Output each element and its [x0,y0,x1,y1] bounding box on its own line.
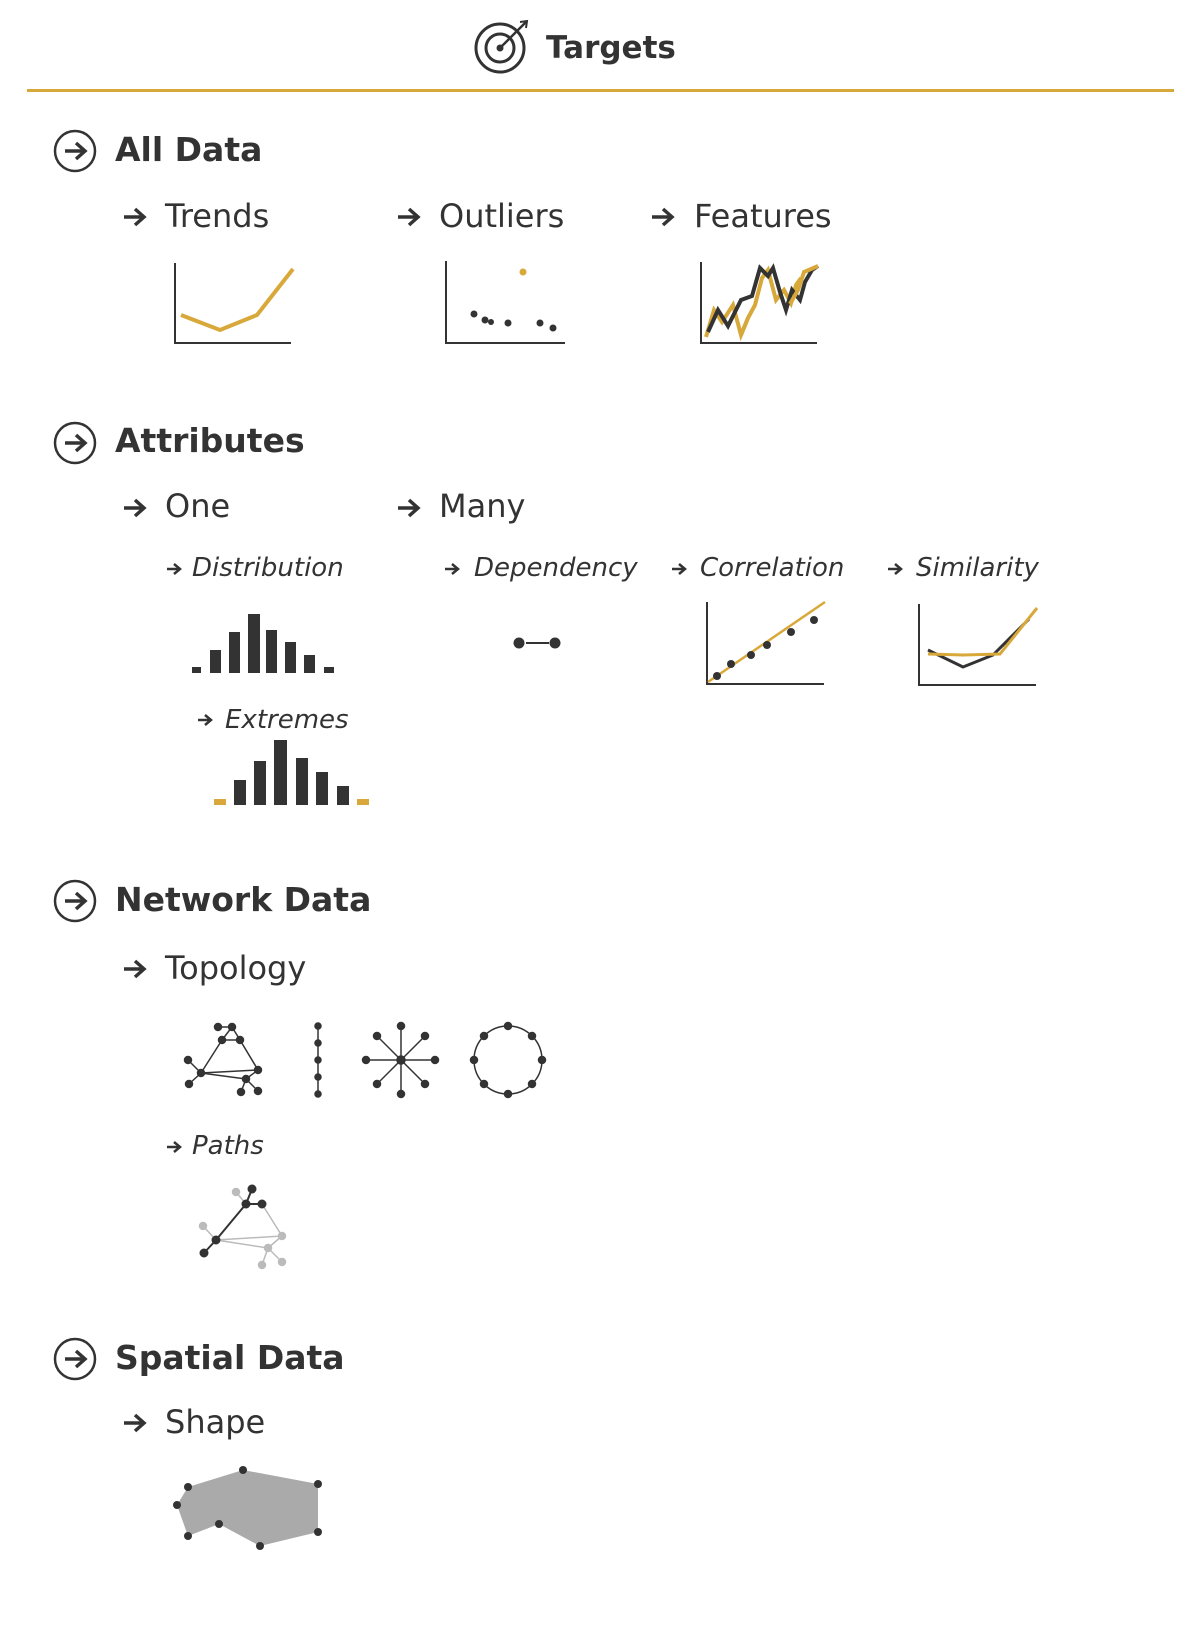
section-title-spatial-data: Spatial Data [115,1338,345,1377]
label-similarity: Similarity [916,553,1039,583]
label-distribution: Distribution [192,553,344,583]
features-arrow-icon [652,209,672,225]
topology-ring-graph [471,1023,546,1098]
paths-arrow-icon [167,1142,180,1152]
distribution-arrow-icon [167,564,180,574]
correlation-chart [707,602,825,684]
topology-star-graph [363,1023,439,1098]
dependency-glyph [514,638,561,649]
distribution-histogram [192,614,334,673]
outliers-arrow-icon [398,209,418,225]
extremes-arrow-icon [198,715,211,725]
section-title-attributes: Attributes [115,421,305,460]
shape-polygon [173,1466,322,1550]
similarity-arrow-icon [888,564,901,574]
topology-arrow-icon [124,961,144,977]
similarity-chart [919,604,1037,685]
topology-chain-graph [315,1023,321,1097]
label-one: One [165,487,231,525]
label-extremes: Extremes [225,705,349,735]
label-correlation: Correlation [700,553,845,583]
trends-arrow-icon [124,209,144,225]
label-many: Many [439,487,526,525]
label-shape: Shape [165,1403,266,1441]
trends-chart [175,263,293,343]
label-trends: Trends [165,197,270,235]
spatial-data-arrow-icon [55,1339,95,1379]
network-data-arrow-icon [55,881,95,921]
page-title: Targets [546,30,676,66]
correlation-arrow-icon [672,564,685,574]
attributes-arrow-icon [55,423,95,463]
label-dependency: Dependency [474,553,638,583]
label-outliers: Outliers [439,197,565,235]
all-data-arrow-icon [55,131,95,171]
section-title-network-data: Network Data [115,880,372,919]
shape-arrow-icon [124,1415,144,1431]
section-title-all-data: All Data [115,130,263,169]
paths-graph [200,1186,286,1269]
many-arrow-icon [398,500,418,516]
features-chart [701,262,818,343]
topology-network-graph [185,1024,262,1096]
one-arrow-icon [124,500,144,516]
label-topology: Topology [165,949,307,987]
extremes-histogram [214,740,369,805]
dependency-arrow-icon [445,564,458,574]
outliers-chart [446,261,565,343]
label-features: Features [694,197,832,235]
label-paths: Paths [192,1131,264,1161]
